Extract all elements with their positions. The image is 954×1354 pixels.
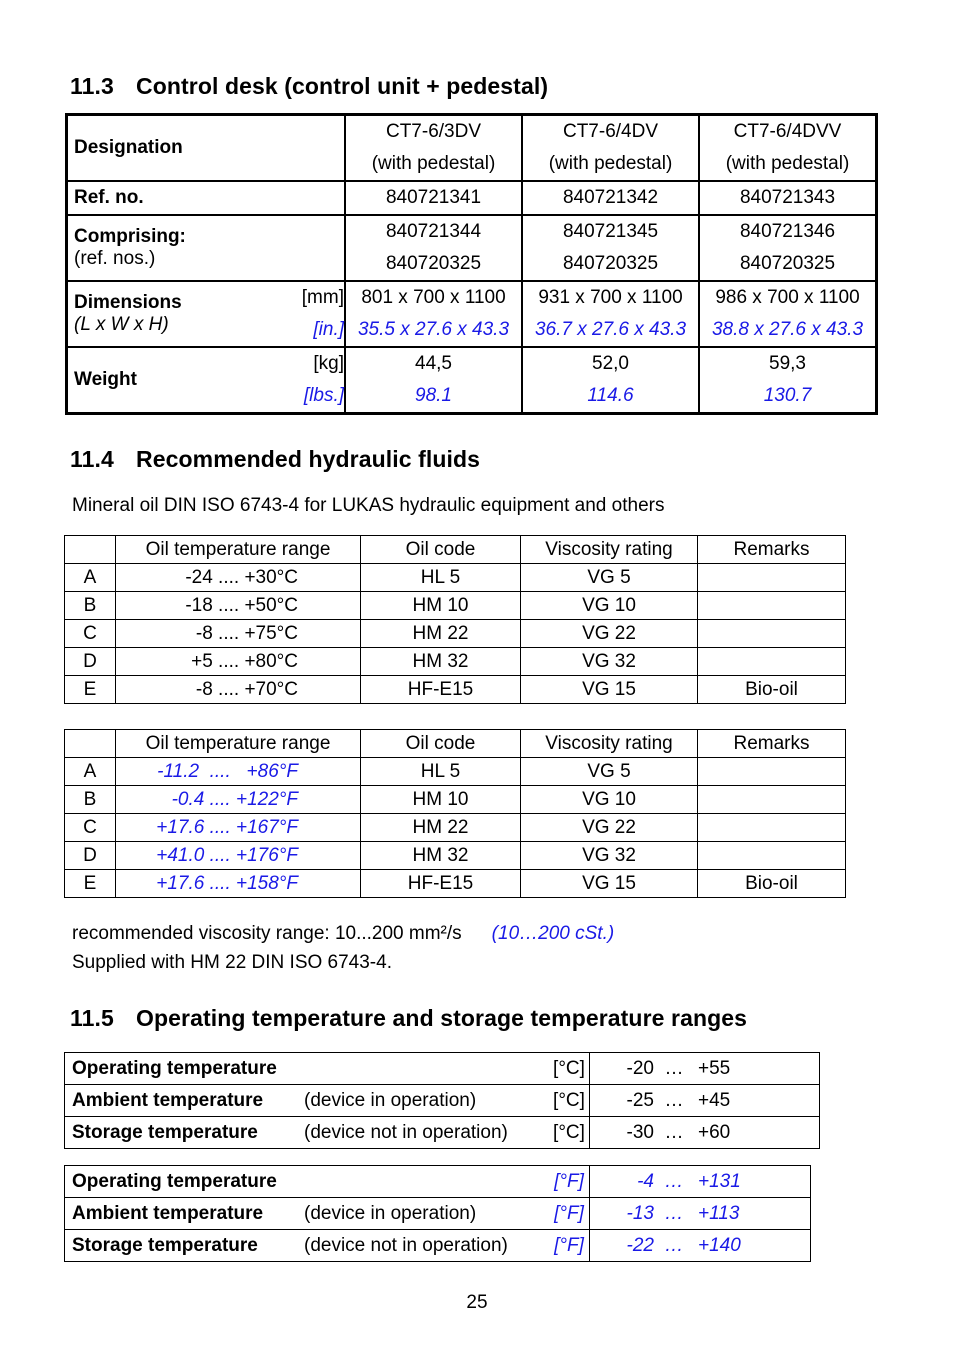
- table-cell: E: [65, 676, 116, 704]
- ref-value: 840721341: [345, 181, 522, 215]
- weight-cell: [345, 347, 522, 414]
- temp-unit: [°C]: [549, 1085, 590, 1117]
- table-cell: B: [65, 592, 116, 620]
- temp-name: Operating temperature: [65, 1053, 305, 1085]
- table-row: [67, 215, 877, 281]
- temp-name: Ambient temperature: [65, 1085, 305, 1117]
- weight-lbs: 114.6: [587, 385, 634, 406]
- column-header: Oil temperature range: [116, 730, 361, 758]
- table-cell: -8 .... +75°C: [116, 620, 361, 648]
- temp-unit: [°C]: [549, 1117, 590, 1149]
- dim-in: 36.7 x 27.6 x 43.3: [534, 319, 687, 340]
- table-cell: +41.0 .... +176°F: [116, 842, 361, 870]
- weight-units: [274, 347, 345, 414]
- table-cell: HM 22: [361, 620, 521, 648]
- table-cell: Bio-oil: [698, 676, 846, 704]
- range-high: +140: [698, 1234, 741, 1256]
- table-cell: C: [65, 620, 116, 648]
- comp-ref: 840720325: [562, 253, 659, 274]
- table-cell: HM 22: [361, 814, 521, 842]
- temp-range: [590, 1085, 820, 1117]
- model-cell: [522, 115, 699, 182]
- column-header: Remarks: [698, 536, 846, 564]
- table-row: [67, 347, 877, 414]
- table-cell: [698, 620, 846, 648]
- range-dots: …: [664, 1202, 684, 1224]
- column-header: Oil temperature range: [116, 536, 361, 564]
- table-cell: +17.6 .... +158°F: [116, 870, 361, 898]
- viscosity-note: [72, 923, 614, 945]
- comprising-title: Comprising:: [74, 226, 186, 247]
- comp-ref: 840720325: [385, 253, 482, 274]
- dim-in: 38.8 x 27.6 x 43.3: [711, 319, 864, 340]
- comp-ref: 840720325: [739, 253, 836, 274]
- dim-mm: 931 x 700 x 1100: [538, 287, 683, 308]
- model-name: CT7-6/4DVV: [733, 121, 842, 142]
- range-high: +60: [698, 1121, 731, 1143]
- table-row: [65, 1117, 820, 1149]
- table-cell: -18 .... +50°C: [116, 592, 361, 620]
- fluids-intro: Mineral oil DIN ISO 6743-4 for LUKAS hydraulic equipment and others: [72, 495, 665, 516]
- table-cell: VG 15: [521, 676, 698, 704]
- table-row: [65, 564, 846, 592]
- table-row: [65, 1053, 820, 1085]
- table-row: [65, 814, 846, 842]
- range-dots: …: [664, 1121, 684, 1143]
- table-cell: VG 32: [521, 842, 698, 870]
- table-cell: HL 5: [361, 758, 521, 786]
- model-cell: [699, 115, 877, 182]
- supplied-note: Supplied with HM 22 DIN ISO 6743-4.: [72, 952, 392, 973]
- table-cell: [698, 842, 846, 870]
- temp-unit: [°F]: [549, 1166, 590, 1198]
- table-row: [65, 1166, 811, 1198]
- dimension-cell: [522, 281, 699, 347]
- section-heading-11-3: 11.3 Control desk (control unit + pedestal): [70, 73, 549, 99]
- range-low: -20: [626, 1057, 654, 1079]
- temp-range: [590, 1230, 811, 1262]
- range-high: +55: [698, 1057, 731, 1079]
- temp-note: [304, 1053, 549, 1085]
- temp-note: (device not in operation): [304, 1230, 549, 1262]
- table-row: [67, 281, 877, 347]
- weight-kg: 44,5: [415, 353, 452, 374]
- column-header: [65, 536, 116, 564]
- comprising-sub: (ref. nos.): [74, 248, 156, 269]
- temp-note: [304, 1166, 549, 1198]
- table-header-row: [65, 730, 846, 758]
- comprising-cell: [345, 215, 522, 281]
- weight-kg: 59,3: [769, 353, 806, 374]
- table-cell: +17.6 .... +167°F: [116, 814, 361, 842]
- table-row: [65, 620, 846, 648]
- comp-ref: 840721345: [562, 221, 659, 242]
- range-high: +45: [698, 1089, 731, 1111]
- range-low: -22: [626, 1234, 654, 1256]
- weight-label: Weight: [67, 347, 275, 414]
- model-name: CT7-6/4DV: [562, 121, 659, 142]
- comprising-cell: [522, 215, 699, 281]
- table-cell: Bio-oil: [698, 870, 846, 898]
- unit-kg: [kg]: [313, 353, 344, 374]
- model-note: (with pedestal): [548, 153, 673, 174]
- temp-unit: [°F]: [549, 1198, 590, 1230]
- table-cell: A: [65, 758, 116, 786]
- temp-note: (device not in operation): [304, 1117, 549, 1149]
- comp-ref: 840721344: [385, 221, 482, 242]
- temp-range: [590, 1117, 820, 1149]
- dim-mm: 986 x 700 x 1100: [715, 287, 860, 308]
- table-cell: [698, 592, 846, 620]
- table-cell: -24 .... +30°C: [116, 564, 361, 592]
- weight-cell: [522, 347, 699, 414]
- weight-cell: [699, 347, 877, 414]
- section-heading-11-5: 11.5 Operating temperature and storage temperature ranges: [70, 1005, 748, 1031]
- table-cell: VG 15: [521, 870, 698, 898]
- table-row: [67, 181, 877, 215]
- ref-value: 840721343: [699, 181, 877, 215]
- table-cell: C: [65, 814, 116, 842]
- range-dots: …: [664, 1057, 684, 1079]
- range-dots: …: [664, 1170, 684, 1192]
- dimensions-sub: (L x W x H): [74, 314, 169, 335]
- table-cell: E: [65, 870, 116, 898]
- comprising-cell: [699, 215, 877, 281]
- control-desk-table: [65, 113, 878, 415]
- table-cell: VG 10: [521, 592, 698, 620]
- table-row: [65, 676, 846, 704]
- table-cell: VG 32: [521, 648, 698, 676]
- comp-ref: 840721346: [739, 221, 836, 242]
- table-cell: D: [65, 648, 116, 676]
- table-row: [65, 648, 846, 676]
- column-header: Viscosity rating: [521, 536, 698, 564]
- temperature-table-fahrenheit: [64, 1165, 811, 1262]
- fluids-table-fahrenheit: [64, 729, 846, 898]
- range-dots: …: [664, 1234, 684, 1256]
- temp-note: (device in operation): [304, 1085, 549, 1117]
- range-low: -25: [626, 1089, 654, 1111]
- table-cell: VG 5: [521, 564, 698, 592]
- range-dots: …: [664, 1089, 684, 1111]
- table-cell: D: [65, 842, 116, 870]
- temp-name: Storage temperature: [65, 1117, 305, 1149]
- table-cell: HM 32: [361, 842, 521, 870]
- dimension-cell: [345, 281, 522, 347]
- table-cell: VG 10: [521, 786, 698, 814]
- ref-value: 840721342: [522, 181, 699, 215]
- table-row: [65, 1230, 811, 1262]
- unit-lbs: [lbs.]: [303, 385, 344, 406]
- temp-range: [590, 1198, 811, 1230]
- unit-mm: [mm]: [301, 287, 344, 308]
- weight-lbs: 98.1: [415, 385, 452, 406]
- table-cell: HM 10: [361, 786, 521, 814]
- temp-name: Operating temperature: [65, 1166, 305, 1198]
- temp-range: [590, 1053, 820, 1085]
- designation-label: Designation: [67, 115, 346, 182]
- table-row: [65, 842, 846, 870]
- table-row: [65, 1198, 811, 1230]
- viscosity-note-imperial: (10…200 cSt.): [491, 923, 615, 944]
- dimension-cell: [699, 281, 877, 347]
- table-row: [65, 592, 846, 620]
- table-cell: VG 22: [521, 620, 698, 648]
- temp-name: Storage temperature: [65, 1230, 305, 1262]
- range-high: +113: [698, 1202, 740, 1224]
- table-cell: HF-E15: [361, 676, 521, 704]
- temp-name: Ambient temperature: [65, 1198, 305, 1230]
- table-cell: [698, 758, 846, 786]
- table-row: [65, 758, 846, 786]
- column-header: [65, 730, 116, 758]
- comprising-label: [67, 215, 346, 281]
- table-cell: [698, 648, 846, 676]
- dimension-units: [274, 281, 345, 347]
- section-heading-11-4: 11.4 Recommended hydraulic fluids: [70, 446, 481, 472]
- fluids-table-celsius: [64, 535, 846, 704]
- table-cell: HM 10: [361, 592, 521, 620]
- ref-label: Ref. no.: [67, 181, 346, 215]
- table-cell: -11.2 .... +86°F: [116, 758, 361, 786]
- weight-lbs: 130.7: [763, 385, 812, 406]
- range-low: -13: [626, 1202, 654, 1224]
- dim-in: 35.5 x 27.6 x 43.3: [357, 319, 510, 340]
- table-cell: VG 22: [521, 814, 698, 842]
- table-cell: +5 .... +80°C: [116, 648, 361, 676]
- column-header: Oil code: [361, 536, 521, 564]
- temperature-table-celsius: [64, 1052, 820, 1149]
- range-low: -30: [626, 1121, 654, 1143]
- dimensions-title: Dimensions: [74, 292, 182, 313]
- table-cell: HM 32: [361, 648, 521, 676]
- page-number: 25: [466, 1292, 488, 1313]
- table-row: [67, 115, 877, 182]
- unit-in: [in.]: [313, 319, 344, 340]
- viscosity-note-metric: recommended viscosity range: 10...200 mm²/s: [72, 923, 462, 944]
- temp-range: [590, 1166, 811, 1198]
- dim-mm: 801 x 700 x 1100: [361, 287, 506, 308]
- weight-kg: 52,0: [592, 353, 629, 374]
- column-header: Remarks: [698, 730, 846, 758]
- table-cell: -0.4 .... +122°F: [116, 786, 361, 814]
- temp-unit: [°F]: [549, 1230, 590, 1262]
- model-note: (with pedestal): [371, 153, 496, 174]
- table-cell: HF-E15: [361, 870, 521, 898]
- model-note: (with pedestal): [725, 153, 850, 174]
- table-cell: B: [65, 786, 116, 814]
- table-cell: [698, 814, 846, 842]
- table-row: [65, 1085, 820, 1117]
- table-cell: HL 5: [361, 564, 521, 592]
- table-cell: A: [65, 564, 116, 592]
- table-cell: -8 .... +70°C: [116, 676, 361, 704]
- column-header: Oil code: [361, 730, 521, 758]
- temp-unit: [°C]: [549, 1053, 590, 1085]
- model-cell: [345, 115, 522, 182]
- table-cell: [698, 786, 846, 814]
- model-name: CT7-6/3DV: [385, 121, 482, 142]
- table-cell: [698, 564, 846, 592]
- range-high: +131: [698, 1170, 741, 1192]
- range-low: -4: [637, 1170, 654, 1192]
- table-header-row: [65, 536, 846, 564]
- table-row: [65, 870, 846, 898]
- table-row: [65, 786, 846, 814]
- dimensions-label: [67, 281, 275, 347]
- temp-note: (device in operation): [304, 1198, 549, 1230]
- table-cell: VG 5: [521, 758, 698, 786]
- column-header: Viscosity rating: [521, 730, 698, 758]
